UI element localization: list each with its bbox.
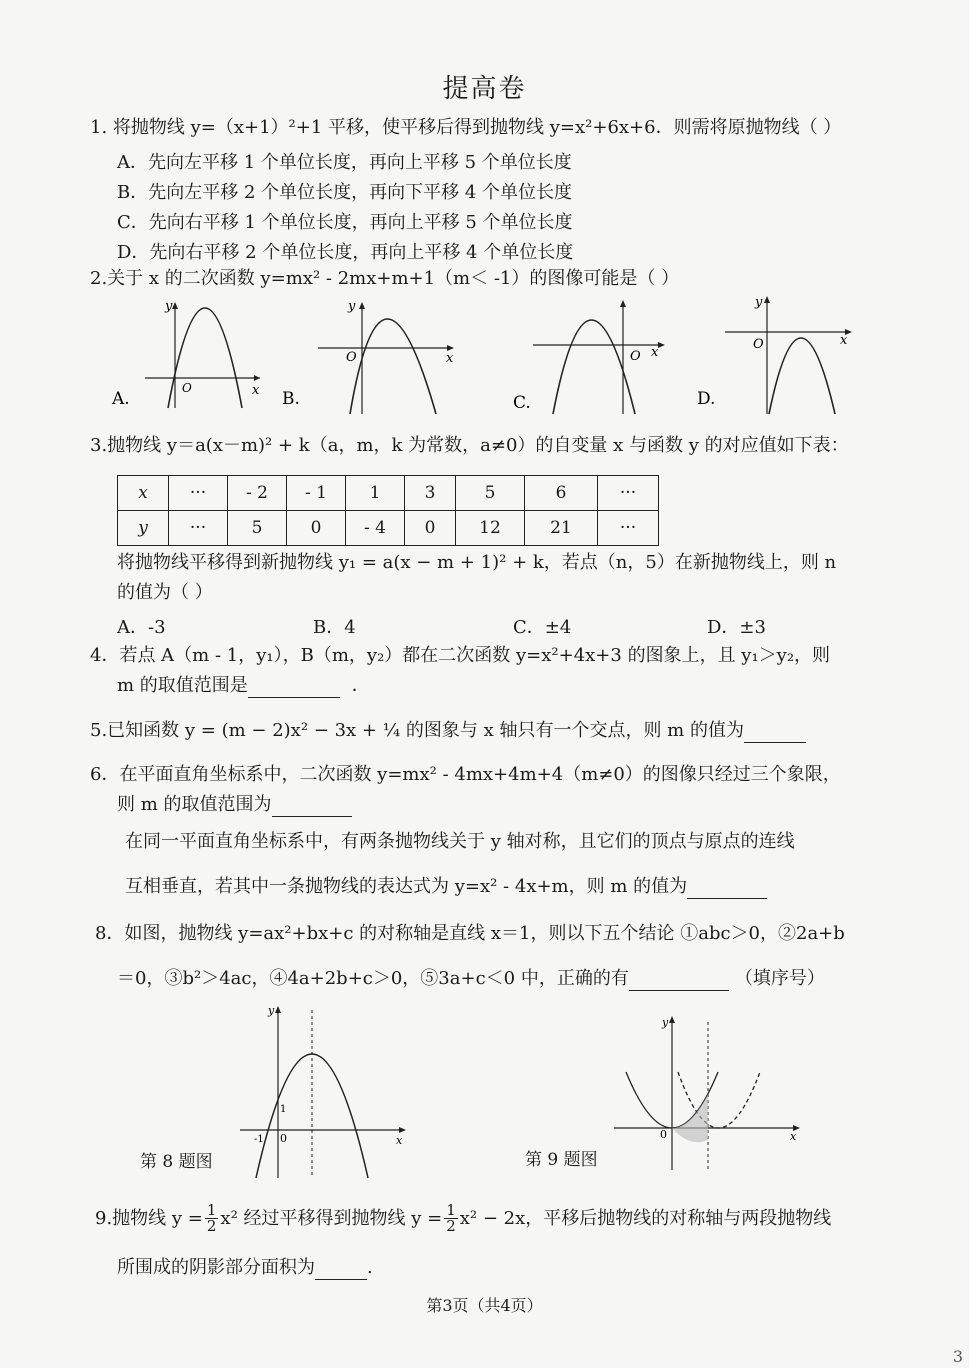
q9-frac2-num: 1 [446,1201,456,1219]
q6-answer-blank[interactable] [272,794,352,817]
q5-answer-blank[interactable] [744,720,806,743]
q9-frac1-num: 1 [206,1201,217,1219]
table-cell: y [118,511,169,546]
table-cell: 21 [525,511,598,546]
table-cell: 1 [346,476,405,511]
table-cell: - 4 [346,511,405,546]
table-cell: 0 [287,511,346,546]
q9-frac1-den: 2 [206,1217,217,1235]
q7-line2 [125,876,767,899]
q2-label-c: C. [513,393,531,413]
q7-line2-text: 互相垂直，若其中一条抛物线的表达式为 y=x² - 4x+m，则 m 的值为 [125,876,688,897]
q9-fraction-2 [444,1203,458,1234]
table-cell: ··· [169,476,228,511]
q8-fig-origin: 0 [280,1132,287,1145]
q9-figure-caption: 第 9 题图 [525,1150,598,1170]
q9-line2-text: 所围成的阴影部分面积为 [117,1257,315,1278]
table-cell: ··· [169,511,228,546]
table-cell: 12 [456,511,525,546]
q9-line1-c: x² − 2x，平移后抛物线的对称轴与两段抛物线 [459,1207,832,1229]
q8-line2-end: （填序号） [734,968,825,989]
q9-line2-end: . [367,1257,373,1278]
q8-answer-blank[interactable] [629,968,729,991]
q9-line1 [95,1203,831,1234]
q4-end: ． [351,675,370,696]
q9-fig-x: x [790,1130,797,1143]
q2-label-a: A. [112,389,130,409]
q2b-origin: O [346,350,357,365]
q7-line1: 在同一平面直角坐标系中，有两条抛物线关于 y 轴对称，且它们的顶点与原点的连线 [125,831,795,852]
q2-stem: 2.关于 x 的二次函数 y=mx² - 2mx+m+1（m＜ -1）的图像可能是（ ） [90,268,680,289]
q2a-origin: O [182,381,192,395]
q3-line3: 的值为（ ） [117,582,213,603]
q9-line2 [117,1257,373,1280]
q5-text: 5.已知函数 y = (m − 2)x² − 3x + ¼ 的图象与 x 轴只有一个交点，则 m 的值为 [90,720,744,741]
table-row [118,511,659,546]
q2b-y-label: y [348,299,356,314]
q2-label-d: D. [697,389,716,409]
q1-option-b: B．先向左平移 2 个单位长度，再向下平移 4 个单位长度 [117,182,573,203]
q2c-x-label: x [651,345,659,360]
q1-option-a: A．先向左平移 1 个单位长度，再向上平移 5 个单位长度 [117,152,572,173]
q6-line1: 6．在平面直角坐标系中，二次函数 y=mx² - 4mx+4m+4（m≠0）的图像只经过三个象限， [90,764,841,785]
table-cell: - 2 [228,476,287,511]
table-row [118,476,659,511]
q9-fig-y: y [662,1016,669,1029]
q8-fig-x: x [396,1134,403,1147]
q8-figure [232,1000,412,1180]
q3-option-d: D．±3 [707,617,766,638]
q8-line1: 8．如图，抛物线 y=ax²+bx+c 的对称轴是直线 x＝1，则以下五个结论 ①abc＞0，②2a+b [95,923,845,944]
q2c-origin: O [630,349,641,364]
table-cell: x [118,476,169,511]
q9-fraction-1 [205,1203,219,1234]
q4-line1: 4．若点 A（m - 1，y₁），B（m，y₂）都在二次函数 y=x²+4x+3 的图象上，且 y₁＞y₂，则 [90,645,831,666]
q4-line2 [117,675,370,698]
q3-line2: 将抛物线平移得到新抛物线 y₁ = a(x − m + 1)² + k，若点（n，5）在新抛物线上，则 n [117,552,837,573]
q9-line1-a: 9.抛物线 y = [95,1207,203,1229]
q5-line [90,720,806,743]
table-cell: ··· [598,476,659,511]
q8-figure-caption: 第 8 题图 [140,1152,213,1172]
corner-mark: 3 [952,1347,963,1366]
q9-fig-origin: 0 [660,1128,667,1141]
q2d-y-label: y [755,295,763,310]
table-cell: ··· [598,511,659,546]
table-cell: 0 [405,511,456,546]
q2-graph-b [280,298,460,416]
q2-graph-a [110,298,275,413]
q2a-y-label: y [165,299,173,314]
q2b-x-label: x [446,351,454,366]
q4-line2-text: m 的取值范围是 [117,675,248,696]
q3-option-a: A．-3 [117,617,166,638]
q8-fig-neg1: -1 [254,1134,264,1145]
q8-fig-one: 1 [280,1104,287,1115]
q3-stem: 3.抛物线 y＝a(x－m)² + k（a，m，k 为常数，a≠0）的自变量 x 与函数 y 的对应值如下表： [90,435,849,456]
q1-stem: 1. 将抛物线 y=（x+1）²+1 平移，使平移后得到抛物线 y=x²+6x+6．则需将原抛物线（ ） [90,117,842,138]
q2-graph-c [505,298,685,416]
q2a-x-label: x [252,383,260,398]
q2-graph-d [695,292,860,416]
page-footer: 第3页（共4页） [426,1296,543,1315]
q2d-origin: O [753,337,764,352]
q3-option-c: C．±4 [513,617,572,638]
q8-line2-text: ＝0，③b²＞4ac，④4a+2b+c＞0，⑤3a+c＜0 中，正确的有 [117,968,629,989]
q4-answer-blank[interactable] [248,675,340,698]
q8-fig-y: y [268,1004,275,1017]
table-cell: - 1 [287,476,346,511]
q6-line2-text: 则 m 的取值范围为 [117,794,272,815]
q8-line2 [117,968,825,991]
q9-answer-blank[interactable] [315,1257,367,1280]
q2d-x-label: x [840,333,848,348]
q3-value-table [117,475,659,546]
q9-line1-b: x² 经过平移得到抛物线 y = [220,1207,443,1229]
q1-option-d: D．先向右平移 2 个单位长度，再向上平移 4 个单位长度 [117,242,574,263]
q2-label-b: B. [282,389,300,409]
q9-figure [608,1012,808,1172]
table-cell: 5 [228,511,287,546]
q3-option-b: B．4 [313,617,356,638]
q1-option-c: C．先向右平移 1 个单位长度，再向上平移 5 个单位长度 [117,212,573,233]
table-cell: 6 [525,476,598,511]
table-cell: 3 [405,476,456,511]
q7-answer-blank[interactable] [687,876,767,899]
table-cell: 5 [456,476,525,511]
q9-frac2-den: 2 [446,1217,456,1235]
page-title: 提高卷 [442,74,527,104]
q6-line2 [117,794,352,817]
